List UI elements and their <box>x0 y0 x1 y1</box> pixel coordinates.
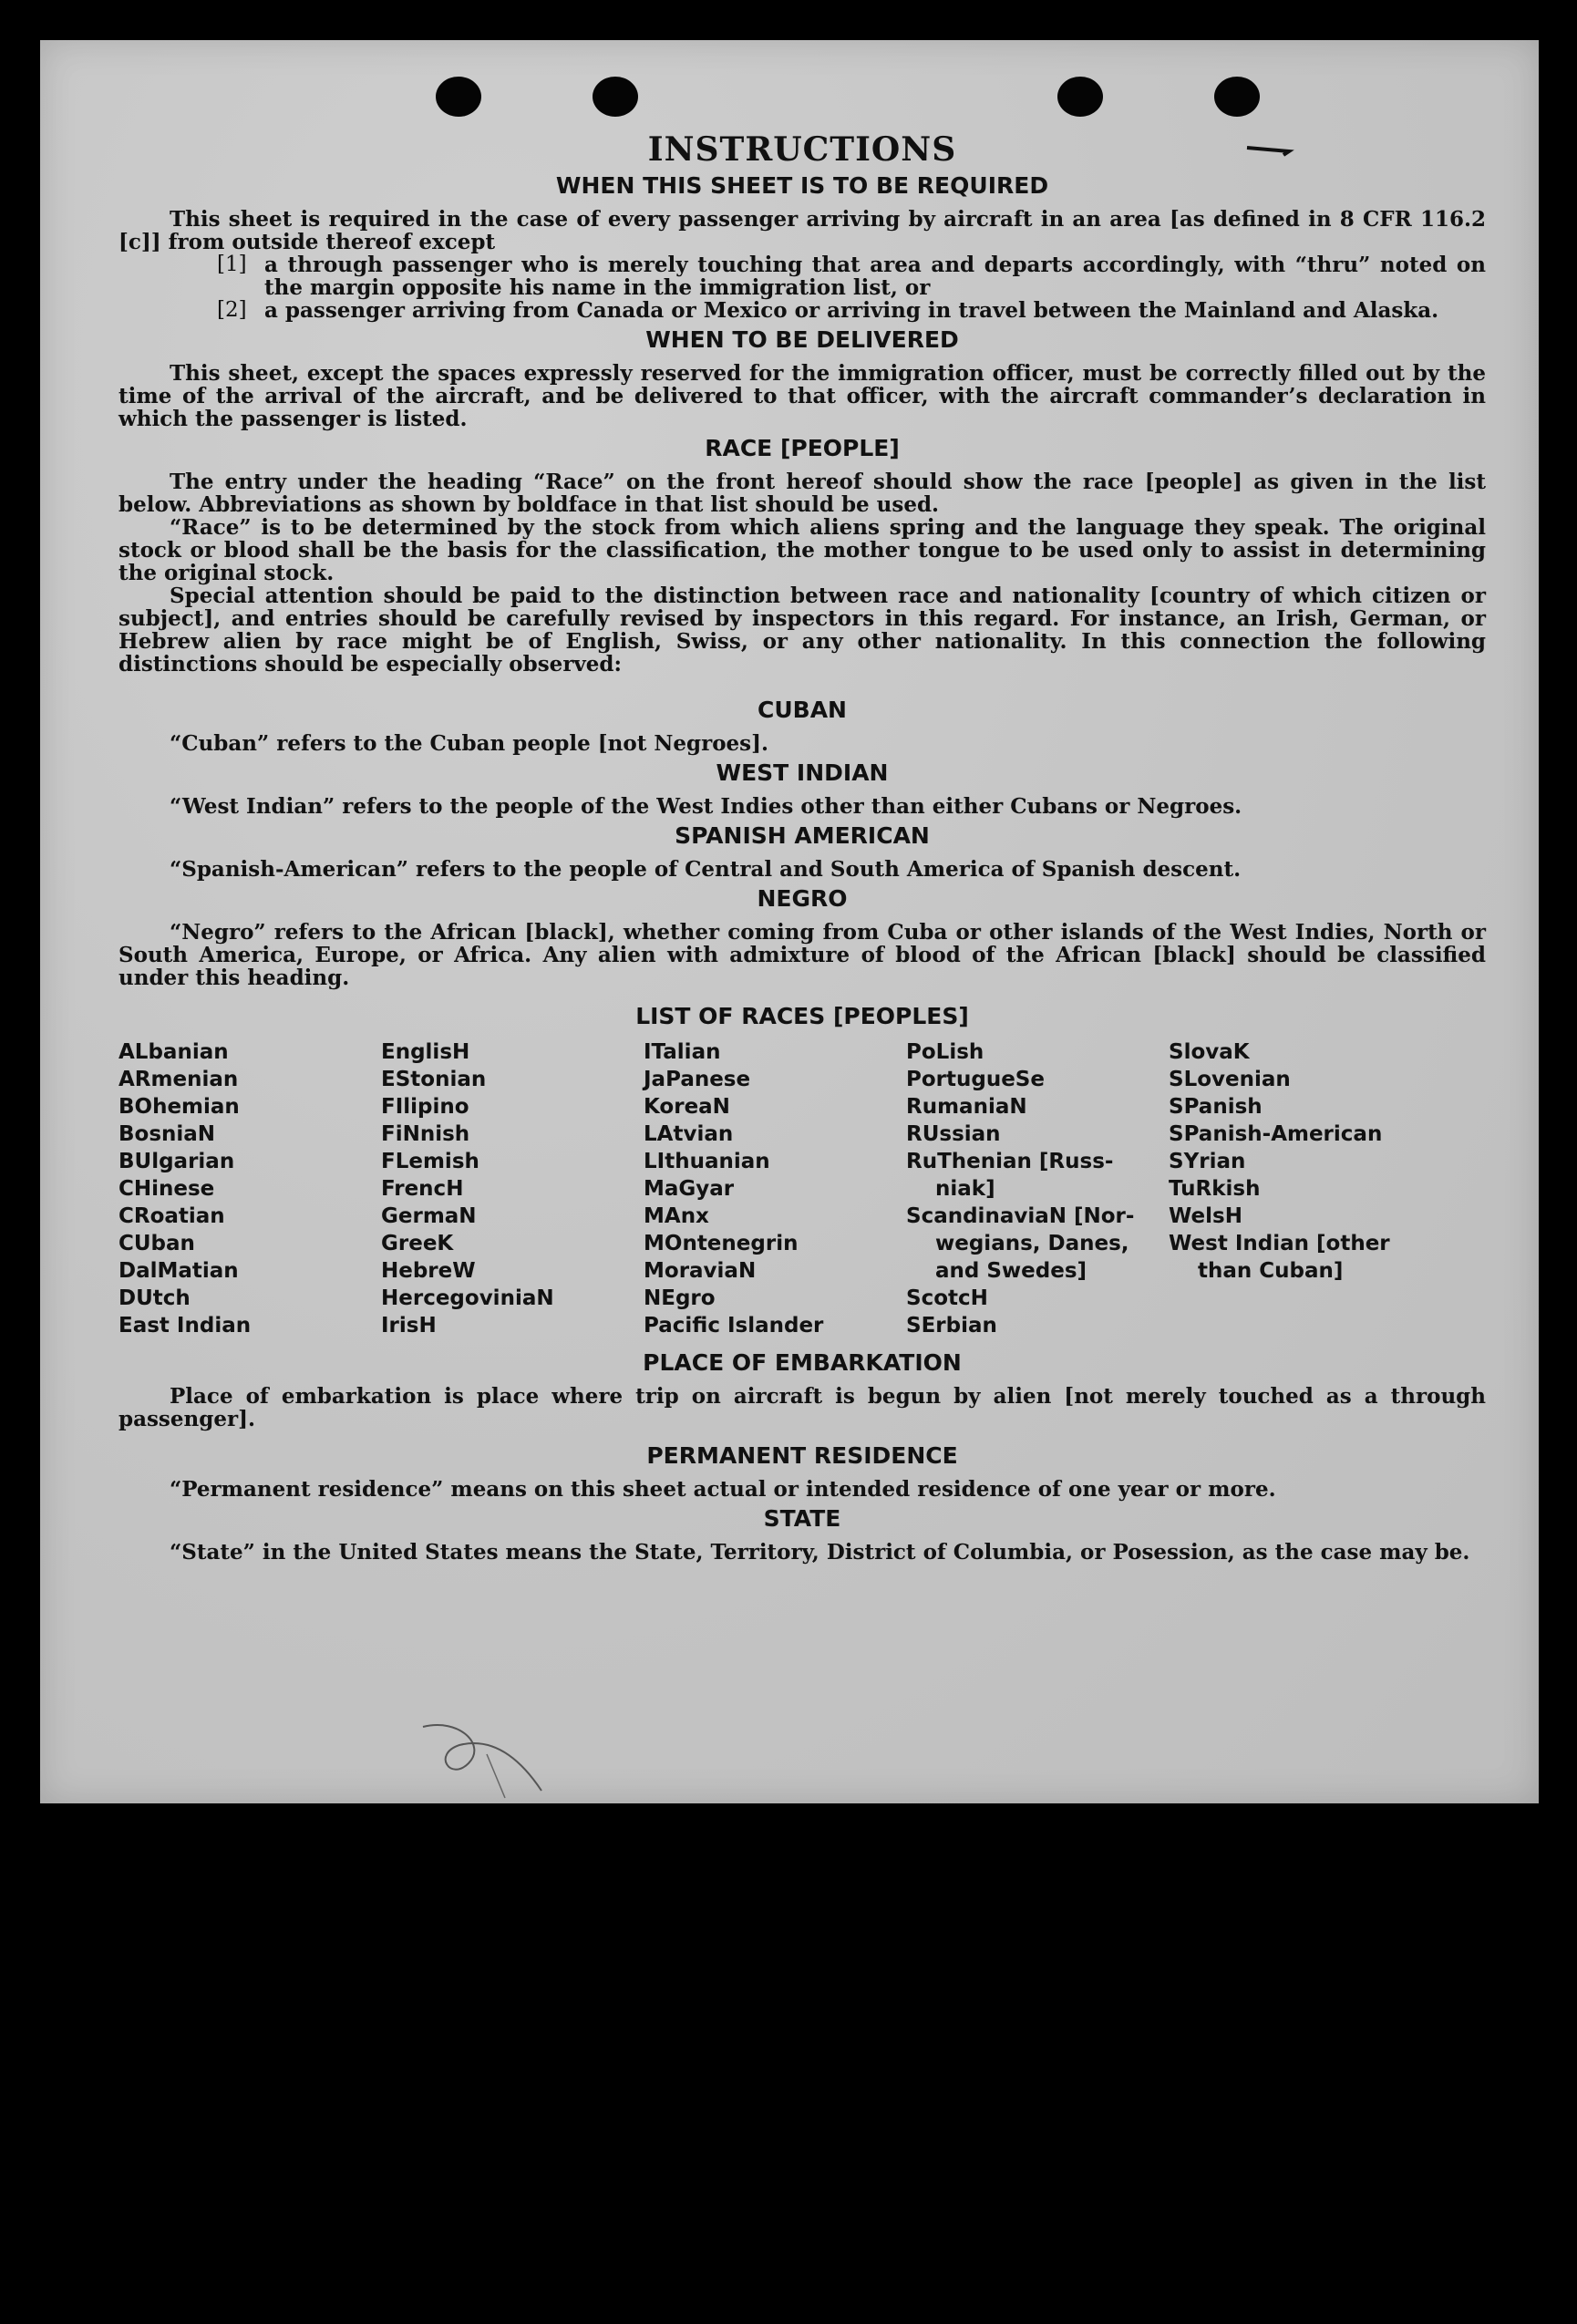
race-entry: RumaniaN <box>906 1095 1027 1119</box>
race-entry: TuRkish <box>1169 1177 1261 1201</box>
cuban-text: “Cuban” refers to the Cuban people [not Negroes]. <box>170 731 769 756</box>
race-entry: FIlipino <box>381 1095 469 1119</box>
race-entry: SPanish-American <box>1169 1122 1383 1146</box>
race-entry: KoreaN <box>644 1095 730 1119</box>
race-entry: SPanish <box>1169 1095 1263 1119</box>
races-column <box>906 1038 1169 1339</box>
list-item <box>217 299 1486 322</box>
race-entry: MoraviaN <box>644 1259 757 1283</box>
race-paragraph: “Race” is to be determined by the stock from which aliens spring and the language they speak. The original stock or blood shall be the basis for the classification, the mother tongue to be used only to assist in determining the original stock. <box>119 515 1486 585</box>
spanish-american-text: “Spanish-American” refers to the people of Central and South America of Spanish descent. <box>170 857 1242 882</box>
race-entry: FiNnish <box>381 1122 470 1146</box>
races-column <box>644 1038 906 1339</box>
spanish-american-heading: SPANISH AMERICAN <box>675 822 930 849</box>
embarkation-text: Place of embarkation is place where trip on aircraft is begun by alien [not merely touched as a through passenger]. <box>119 1384 1486 1431</box>
race-entry: WelsH <box>1169 1204 1242 1228</box>
race-entry: LAtvian <box>644 1122 734 1146</box>
race-entry: East Indian <box>119 1314 252 1338</box>
punch-hole <box>593 77 638 117</box>
race-entry: GermaN <box>381 1204 477 1228</box>
item-text: a passenger arriving from Canada or Mexico or arriving in travel between the Mainland and Alaska. <box>264 298 1439 323</box>
race-entry: ITalian <box>644 1040 721 1064</box>
required-heading: WHEN THIS SHEET IS TO BE REQUIRED <box>555 172 1049 199</box>
race-paragraph: The entry under the heading “Race” on the front hereof should show the race [people] as given in the list below. Abbreviations as shown by boldface in that list should be used. <box>119 470 1486 517</box>
race-entry: MAnx <box>644 1204 709 1228</box>
races-list-heading: LIST OF RACES [PEOPLES] <box>635 1003 969 1029</box>
race-entry: ARmenian <box>119 1068 239 1091</box>
race-entry: LIthuanian <box>644 1150 770 1173</box>
race-entry: CUban <box>119 1232 195 1255</box>
race-entry: CRoatian <box>119 1204 225 1228</box>
item-number: [2] <box>217 298 247 322</box>
races-column <box>381 1038 644 1339</box>
race-entry: ScandinaviaN [Nor- <box>906 1204 1135 1228</box>
race-entry-continuation: than Cuban] <box>1198 1259 1344 1283</box>
race-entry: PortugueSe <box>906 1068 1045 1091</box>
race-entry: HebreW <box>381 1259 476 1283</box>
residence-text: “Permanent residence” means on this sheet actual or intended residence of one year or more. <box>170 1477 1276 1502</box>
race-entry: ScotcH <box>906 1286 988 1310</box>
cuban-heading: CUBAN <box>758 697 847 723</box>
race-entry: MOntenegrin <box>644 1232 799 1255</box>
race-entry: DalMatian <box>119 1259 239 1283</box>
instructions-content <box>119 131 1486 1564</box>
race-entry: CHinese <box>119 1177 215 1201</box>
race-entry-continuation: niak] <box>935 1177 995 1201</box>
race-entry: FLemish <box>381 1150 479 1173</box>
race-entry: EStonian <box>381 1068 487 1091</box>
state-heading: STATE <box>763 1505 841 1532</box>
delivered-heading: WHEN TO BE DELIVERED <box>645 326 959 353</box>
race-entry: HercegoviniaN <box>381 1286 554 1310</box>
race-entry: BosniaN <box>119 1122 216 1146</box>
list-item <box>217 253 1486 299</box>
race-entry-continuation: and Swedes] <box>935 1259 1087 1283</box>
race-entry: NEgro <box>644 1286 716 1310</box>
race-entry: IrisH <box>381 1314 437 1338</box>
negro-heading: NEGRO <box>757 885 848 912</box>
item-text: a through passenger who is merely touching that area and departs accordingly, with “thru” noted on the margin opposite his name in the immigration list, or <box>264 253 1486 300</box>
west-indian-text: “West Indian” refers to the people of the West Indies other than either Cubans or Negroes. <box>170 794 1242 819</box>
negro-text: “Negro” refers to the African [black], whether coming from Cuba or other islands of the West Indies, North or South America, Europe, or Africa. Any alien with admixture of blood of the African [black] should be classified under this heading. <box>119 920 1486 990</box>
race-entry: FrencH <box>381 1177 464 1201</box>
race-entry: DUtch <box>119 1286 191 1310</box>
race-entry: BOhemian <box>119 1095 240 1119</box>
page-title: INSTRUCTIONS <box>647 130 957 169</box>
residence-heading: PERMANENT RESIDENCE <box>646 1442 958 1469</box>
race-entry: SlovaK <box>1169 1040 1250 1064</box>
delivered-text: This sheet, except the spaces expressly reserved for the immigration officer, must be correctly filled out by the time of the arrival of the aircraft, and be delivered to that officer, with the aircraft commander’s declaration in which the passenger is listed. <box>119 361 1486 431</box>
race-entry: GreeK <box>381 1232 454 1255</box>
punch-hole <box>436 77 481 117</box>
race-entry: PoLish <box>906 1040 984 1064</box>
race-entry: West Indian [other <box>1169 1232 1390 1255</box>
punch-hole <box>1214 77 1260 117</box>
races-list <box>119 1038 1486 1339</box>
race-entry: RUssian <box>906 1122 1001 1146</box>
races-column <box>1169 1038 1442 1339</box>
race-paragraph: Special attention should be paid to the distinction between race and nationality [country of which citizen or subject], and entries should be carefully revised by inspectors in this regard. For instance, an Irish, German, or Hebrew alien by race might be of English, Swiss, or any other nationality. In this connection the following distinctions should be especially observed: <box>119 584 1486 677</box>
item-number: [1] <box>217 253 247 276</box>
race-entry: EnglisH <box>381 1040 470 1064</box>
race-entry: MaGyar <box>644 1177 735 1201</box>
required-intro: This sheet is required in the case of every passenger arriving by aircraft in an area [as defined in 8 CFR 116.2 [c]] from outside thereof except <box>119 207 1486 254</box>
race-entry: SErbian <box>906 1314 997 1338</box>
race-entry: RuThenian [Russ- <box>906 1150 1114 1173</box>
pencil-scribble <box>405 1699 560 1800</box>
race-entry: JaPanese <box>644 1068 751 1091</box>
state-text: “State” in the United States means the State, Territory, District of Columbia, or Posession, as the case may be. <box>170 1540 1470 1565</box>
race-heading: RACE [PEOPLE] <box>705 435 900 461</box>
race-entry: SYrian <box>1169 1150 1246 1173</box>
race-entry: BUlgarian <box>119 1150 235 1173</box>
race-entry: Pacific Islander <box>644 1314 824 1338</box>
races-column <box>119 1038 381 1339</box>
punch-hole <box>1057 77 1103 117</box>
race-entry: SLovenian <box>1169 1068 1291 1091</box>
race-entry-continuation: wegians, Danes, <box>935 1232 1129 1255</box>
west-indian-heading: WEST INDIAN <box>716 759 889 786</box>
embarkation-heading: PLACE OF EMBARKATION <box>643 1349 962 1376</box>
document-sheet <box>40 40 1539 1803</box>
race-entry: ALbanian <box>119 1040 229 1064</box>
